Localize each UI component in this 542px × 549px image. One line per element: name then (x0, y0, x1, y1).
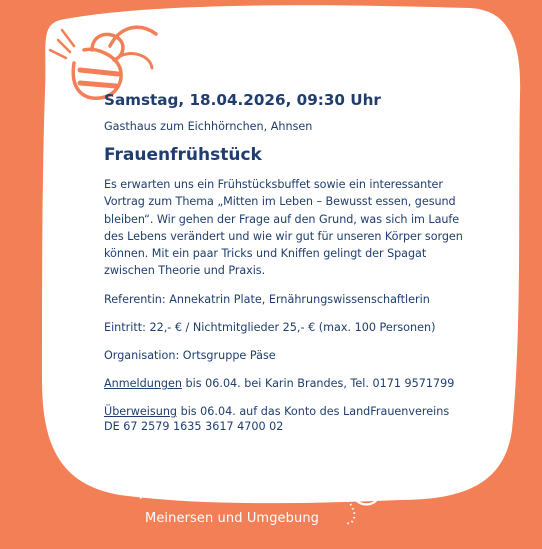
transfer-text: bis 06.04. auf das Konto des LandFrauenvereins (177, 404, 450, 418)
description-line: des Lebens verändert und wie wir gut für unseren Körper sorgen (104, 229, 463, 243)
registration-link[interactable]: Anmeldungen (104, 376, 182, 390)
description-line: Es erwarten uns ein Frühstücksbuffet sowie ein interessanter (104, 178, 443, 191)
event-description (104, 176, 499, 280)
event-card (104, 90, 499, 434)
event-speaker: Referentin: Annekatrin Plate, Ernährungswissenschaftlerin (104, 292, 430, 306)
event-transfer (104, 404, 499, 419)
event-organisation: Organisation: Ortsgruppe Päse (104, 348, 276, 362)
event-admission: Eintritt: 22,- € / Nichtmitglieder 25,- € (max. 100 Personen) (104, 320, 436, 334)
event-iban: DE 67 2579 1635 3617 4700 02 (104, 419, 284, 433)
event-registration (104, 376, 499, 391)
event-date-time: Samstag, 18.04.2026, 09:30 Uhr (104, 91, 381, 109)
footer-org-name: LandFrauenverein (183, 486, 331, 502)
description-line: Vortrag zum Thema „Mitten im Leben – Bewusst essen, gesund (104, 195, 456, 209)
transfer-link[interactable]: Überweisung (104, 404, 178, 418)
event-venue: Gasthaus zum Eichhörnchen, Ahnsen (104, 120, 313, 133)
description-line: bleiben“. Wir gehen der Frage auf den Grund, was sich im Laufe (104, 212, 460, 226)
description-line: können. Mit ein paar Tricks und Kniffen gelingt der Spagat (104, 247, 427, 261)
description-line: zwischen Theorie und Praxis. (104, 264, 266, 278)
registration-text: bis 06.04. bei Karin Brandes, Tel. 0171 9571799 (182, 376, 455, 390)
event-title: Frauenfrühstück (104, 145, 262, 165)
footer-region: Meinersen und Umgebung (145, 511, 320, 526)
